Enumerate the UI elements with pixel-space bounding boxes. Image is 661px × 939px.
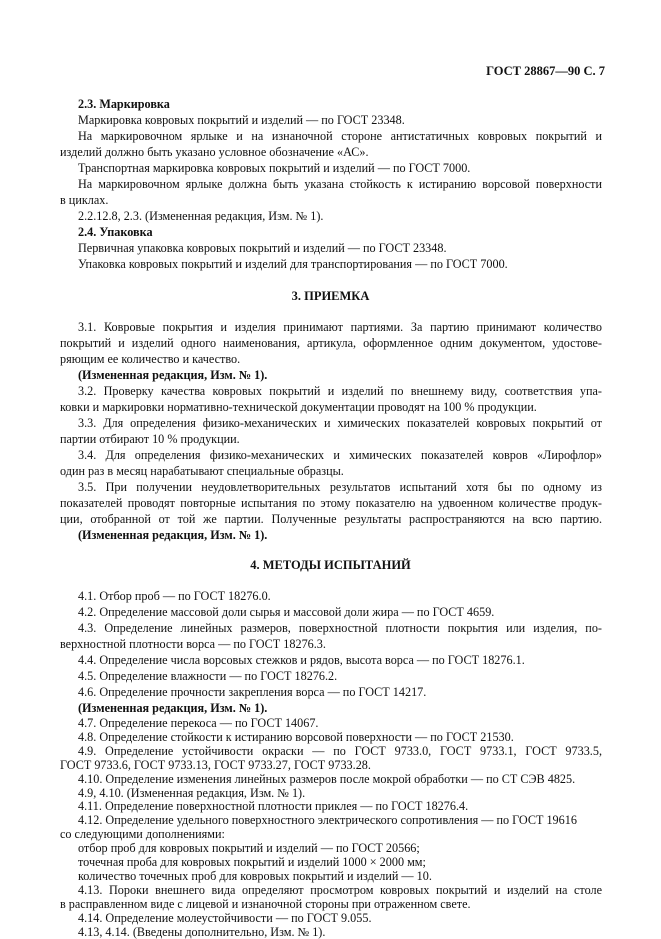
text-line: ции, отобранной от той же партии. Полученные результаты распространяются на всю партию. [60,512,602,526]
text-line: изделий должно быть указано условное обозначение «АС». [60,145,369,159]
text-line: Транспортная маркировка ковровых покрытий и изделий — по ГОСТ 7000. [78,161,471,175]
text-line: 4.11. Определение поверхностной плотности приклея — по ГОСТ 18276.4. [78,799,469,814]
text-line: На маркировочном ярлыке должна быть указана стойкость к истиранию ворсовой поверхности [78,177,602,191]
text-line: со следующими дополнениями: [60,827,225,842]
text-line: в циклах. [60,193,109,207]
text-line: точечная проба для ковровых покрытий и изделий 1000 × 2000 мм; [78,855,426,869]
text-line: На маркировочном ярлыке и на изнаночной стороне антистатичных ковровых покрытий и [78,129,602,143]
text-line: показателей проводят повторные испытания по этому показателю на удвоенном количестве продук- [60,496,602,510]
amendment-note: 4.9, 4.10. (Измененная редакция, Изм. № 1). [78,785,306,800]
text-line: Маркировка ковровых покрытий и изделий — по ГОСТ 23348. [78,113,405,127]
text-line: отбор проб для ковровых покрытий и изделий — по ГОСТ 20566; [78,841,420,856]
text-line: 3.3. Для определения физико-механических и химических показателей ковровых покрытий от [78,416,602,430]
text-line: Первичная упаковка ковровых покрытий и изделий — по ГОСТ 23348. [78,241,447,255]
text-line: 4.13. Пороки внешнего вида определяют просмотром ковровых покрытий и изделий на столе [78,882,602,897]
section-heading: 2.4. Упаковка [78,225,153,239]
text-line: 4.4. Определение числа ворсовых стежков и рядов, высота ворса — по ГОСТ 18276.1. [78,653,525,667]
text-line: 3.4. Для определения физико-механических и химических показателей ковров «Лирофлор» [78,448,602,462]
amendment-note: (Измененная редакция, Изм. № 1). [78,701,268,715]
text-line: 4.5. Определение влажности — по ГОСТ 18276.2. [78,669,338,683]
amendment-note: (Измененная редакция, Изм. № 1). [78,368,268,382]
text-line: 4.6. Определение прочности закрепления ворса — по ГОСТ 14217. [78,685,427,699]
text-line: партии отбирают 10 % продукции. [60,432,240,446]
text-line: ковки и маркировки нормативно-технической документации проводят на 100 % продукции. [60,400,537,414]
chapter-title: 4. МЕТОДЫ ИСПЫТАНИЙ [250,558,411,572]
text-line: один раз в месяц нарабатывают специальные образцы. [60,464,344,478]
text-line: 4.2. Определение массовой доли сырья и массовой доли жира — по ГОСТ 4659. [78,605,495,619]
text-line: 4.10. Определение изменения линейных размеров после мокрой обработки — по СТ СЭВ 4825. [78,771,576,786]
amendment-note: (Измененная редакция, Изм. № 1). [78,528,268,542]
text-line: в расправленном виде с лицевой и изнаночной стороны при отраженном свете. [60,896,471,911]
text-line: Упаковка ковровых покрытий и изделий для транспортирования — по ГОСТ 7000. [78,257,508,271]
text-line: 4.7. Определение перекоса — по ГОСТ 14067. [78,716,319,730]
amendment-note: 4.13, 4.14. (Введены дополнительно, Изм. № 1). [78,924,326,939]
text-line: 3.1. Ковровые покрытия и изделия принимают партиями. За партию принимают количество [78,320,602,334]
text-line: 4.9. Определение устойчивости окраски — по ГОСТ 9733.0, ГОСТ 9733.1, ГОСТ 9733.5, [78,743,602,758]
section-heading: 2.3. Маркировка [78,97,170,111]
text-line: 4.3. Определение линейных размеров, поверхностной плотности покрытия или изделия, по- [78,621,602,635]
amendment-note: 2.2.12.8, 2.3. (Измененная редакция, Изм. № 1). [78,209,324,223]
text-line: покрытий и изделий одного наименования, артикула, оформленное одним документом, удостове- [60,336,602,350]
text-line: верхностной плотности ворса — по ГОСТ 18276.3. [60,637,326,651]
text-line: 4.8. Определение стойкости к истиранию ворсовой поверхности — по ГОСТ 21530. [78,729,514,744]
text-line: ГОСТ 9733.6, ГОСТ 9733.13, ГОСТ 9733.27, ГОСТ 9733.28. [60,757,371,772]
text-line: 4.1. Отбор проб — по ГОСТ 18276.0. [78,589,271,603]
text-line: количество точечных проб для ковровых покрытий и изделий — 10. [78,868,432,883]
chapter-title: 3. ПРИЕМКА [291,289,370,303]
text-line: 3.2. Проверку качества ковровых покрытий и изделий по внешнему виду, соответствия упа- [78,384,602,398]
text-line: 4.12. Определение удельного поверхностного электрического сопротивления — по ГОСТ 19616 [78,813,577,828]
page-header: ГОСТ 28867—90 С. 7 [486,64,605,78]
text-line: ряющим ее количество и качество. [60,352,241,366]
text-line: 4.14. Определение молеустойчивости — по ГОСТ 9.055. [78,910,372,925]
text-line: 3.5. При получении неудовлетворительных результатов испытаний хотя бы по одному из [78,480,602,494]
